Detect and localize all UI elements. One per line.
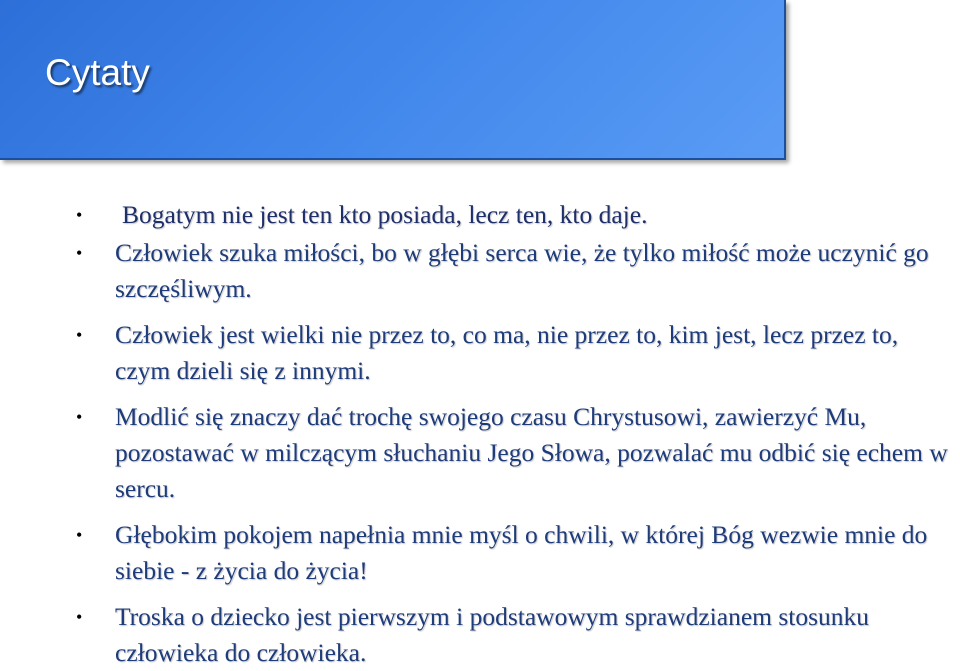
slide-title: Cytaty xyxy=(45,52,150,93)
quote-item xyxy=(0,317,960,389)
bullet-icon: • xyxy=(76,205,83,225)
bullet-icon: • xyxy=(76,525,83,545)
bullet-icon: • xyxy=(76,325,83,345)
quote-item xyxy=(0,197,960,233)
quote-item xyxy=(0,517,960,589)
quote-text: Modlić się znaczy dać trochę swojego czasu Chrystusowi, zawierzyć Mu, pozostawać w milczącym słuchaniu Jego Słowa, pozwalać mu odbić się echem w sercu. xyxy=(115,402,948,503)
title-bar xyxy=(0,0,786,160)
quote-item xyxy=(0,599,960,671)
quote-text: Głębokim pokojem napełnia mnie myśl o chwili, w której Bóg wezwie mnie do siebie - z życia do życia! xyxy=(115,520,928,585)
quote-list xyxy=(0,197,960,671)
bullet-icon: • xyxy=(76,607,83,627)
quote-item xyxy=(0,399,960,507)
bullet-icon: • xyxy=(76,407,83,427)
quote-text: Człowiek szuka miłości, bo w głębi serca wie, że tylko miłość może uczynić go szczęśliwym. xyxy=(115,238,929,303)
quote-text: Bogatym nie jest ten kto posiada, lecz ten, kto daje. xyxy=(122,200,648,229)
quote-item xyxy=(0,235,960,307)
quote-text: Człowiek jest wielki nie przez to, co ma, nie przez to, kim jest, lecz przez to, czym dzieli się z innymi. xyxy=(115,320,899,385)
quote-text: Troska o dziecko jest pierwszym i podstawowym sprawdzianem stosunku człowieka do człowieka. xyxy=(115,602,870,667)
bullet-icon: • xyxy=(76,243,83,263)
